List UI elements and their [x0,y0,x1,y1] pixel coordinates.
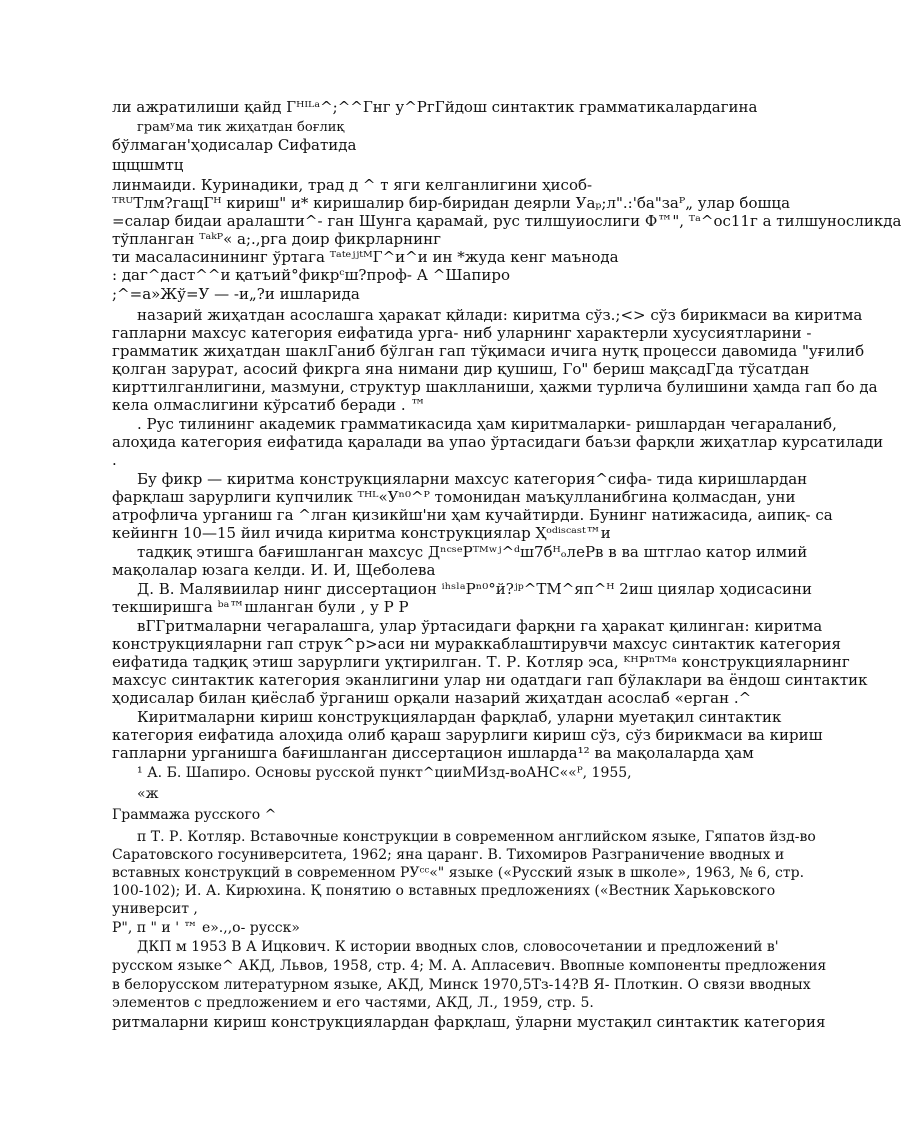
footnote-line: Р", п " и ' ™ е».,,о- русск» [112,920,300,936]
text-line: грамматик жиҳатдан шаклГаниб бўлган гап тўқимаси ичига нутқ процесси давомида "уғилиб [112,342,865,360]
text-line: вГГритмаларни чегаралашга, улар ўртасидаги фарқни га ҳаракат қилинган: киритма [137,617,823,635]
footnote-line: вставных конструкций в современном РУᶜᶜ«" языке («Русский язык в школе», 1963, № 6, стр. [112,865,805,881]
text-line: линмаиди. Куринадики, трад д ^ т яги келганлигини ҳисоб- [112,176,593,194]
text-line: ҳодисалар билан қиёслаб ўрганиш орқали назарий жиҳатдан асослаб «ерган .^ [112,689,752,707]
text-line: Д. В. Малявиилар нинг диссертацион ⁱʰˢˡᵃРⁿ⁰°й?ʲᵖ^ТМ^яп^ᴴ 2иш циялар ҳодисасини [137,580,812,598]
text-line: конструкцияларни гап струк^р>аси ни мураккаблаштирувчи махсус синтактик категория [112,635,841,653]
text-line: назарий жиҳатдан асослашга ҳаракат қйлади: киритма сўз.;<> сўз бирикмаси ва киритма [137,306,863,324]
text-line: . Рус тилининг академик грамматикасида ҳам киритмаларки- ришлардан чегараланиб, [137,415,837,433]
footnote-line: п Т. Р. Котляр. Вставочные конструкции в современном английском языке, Гяпатов йзд-во [137,829,816,845]
text-line: бўлмаган'ҳодисалар Сифатида [112,136,357,154]
text-line: ли ажратилиши қайд Гᴴᴵᴸᵃ^;^^Гнг у^РгГйдош синтактик грамматикалардагина [112,98,758,116]
text-line: фарқлаш зарурлиги купчилик ᵀᴴᴸ«Уⁿ⁰^ᴾ томонидан маъқулланибгина қолмасдан, уни [112,488,796,506]
footnote-line: «ж [137,786,159,802]
text-line: категория еифатида алоҳида олиб қараш зарурлиги кириш сўз, сўз бирикмаси ва кириш [112,726,823,744]
text-line: кирттилганлигини, мазмуни, структур шаклланиши, ҳажми турлича булишини ҳамда гап бо да [112,378,878,396]
text-line: текширишга ᵇᵃ™шланган були , у Р Р [112,598,409,616]
footnote-line: ДКП м 1953 В А Ицкович. К истории вводных слов, словосочетании и предложений в' [137,939,779,955]
text-line: гапларни махсус категория еифатида урга- ниб уларнинг характерли хусусиятларини - [112,324,812,342]
text-line: ритмаларни кириш конструкциялардан фарқлаш, ўларни мустақил синтактик категория [112,1013,826,1031]
text-line: грамʸма тик жиҳатдан боғлиқ [137,120,345,135]
footnote-line: Граммажа русского ^ [112,807,277,823]
text-line: =салар бидаи аралашти^- ган Шунга қарамай, рус тилшуиослиги Ф™", ᵀᵃ^ос11г а тилшуносликда [112,212,901,230]
footnote-line: русском языке^ АКД, Львов, 1958, стр. 4; М. А. Апласевич. Ввопные компоненты предложения [112,958,827,974]
footnote-line: в белорусском литературном языке, АКД, Минск 1970,5Тз-14?В Я- Плоткин. О связи вводных [112,977,811,993]
text-line: тадқиқ этишга бағишланган махсус ДⁿᶜˢᵉРᵀᴹʷʲ^ᵈш7бᴴₒлеРв в ва штглао катор илмий [137,543,808,561]
text-line: ;^=а»Жў=У — -и„?и ишларида [112,285,360,303]
footnote-line: 100-102); И. А. Кирюхина. Қ понятию о вставных предложениях («Вестник Харьковского [112,883,776,899]
footnote-line: элементов с предложением и его частями, АКД, Л., 1959, стр. 5. [112,995,594,1011]
text-line: ти масаласинининг ўртага ᵀᵃᵗᵉʲʲᵗᴹГ^и^и ин *жуда кенг маънода [112,248,619,266]
text-line: Киритмаларни кириш конструкциялардан фарқлаб, уларни муетақил синтактик [137,708,782,726]
text-line: гапларни урганишга бағишланган диссертацион ишларда¹² ва мақолаларда ҳам [112,744,754,762]
footnote-line: ¹ А. Б. Шапиро. Основы русской пункт^цииМИзд-воАНС««ᴾ, 1955, [137,765,632,781]
text-line: алоҳида категория еифатида қаралади ва упао ўртасидаги баъзи фарқли жиҳатлар курсатилади [112,433,884,451]
text-line: ᵀᴿᵁТлм?гащГᴴ кириш" и* киришалир бир-биридан деярли Уаₚ;л".:'ба"заᴾ„ улар бошца [112,194,791,212]
text-line: . [112,451,117,469]
text-line: кейингн 10—15 йил ичида киритма конструкциялар Ҳᵒᵈⁱˢᶜᵃˢᵗ™и [112,524,611,542]
text-line: Бу фикр — киритма конструкцияларни махсус категория^сифа- тида киришлардан [137,470,808,488]
footnote-line: университ , [112,901,198,917]
footnote-line: Саратовского госуниверситета, 1962; яна царанг. В. Тихомиров Разграничение вводных и [112,847,785,863]
text-line: : даг^даст^^и қатъий°фикрᶜш?проф- А ^Шапиро [112,266,511,284]
text-line: кела олмаслигини кўрсатиб беради . ™ [112,396,426,414]
text-line: махсус синтактик категория эканлигини улар ни одатдаги гап бўлаклари ва ёндош синтактик [112,671,868,689]
text-line: атрофлича урганиш га ^лган қизикйш'ни ҳам кучайтирди. Бунинг натижасида, аипиқ- са [112,506,833,524]
text-line: мақолалар юзага келди. И. И, Щеболева [112,561,436,579]
text-line: щщшмтц [112,156,184,174]
text-line: еифатида тадқиқ этиш зарурлиги уқтирилган. Т. Р. Котляр эса, ᴷᴴРⁿᵀᴹᵃ конструкцияларнинг [112,653,850,671]
text-line: қолган зарурат, асосий фикрга яна нимани дир қушиш, Го" бериш мақсадГда тўсатдан [112,360,810,378]
text-line: тўпланган ᵀᵃᵏᴾ« а;.,рга доир фикрларнинг [112,230,441,248]
